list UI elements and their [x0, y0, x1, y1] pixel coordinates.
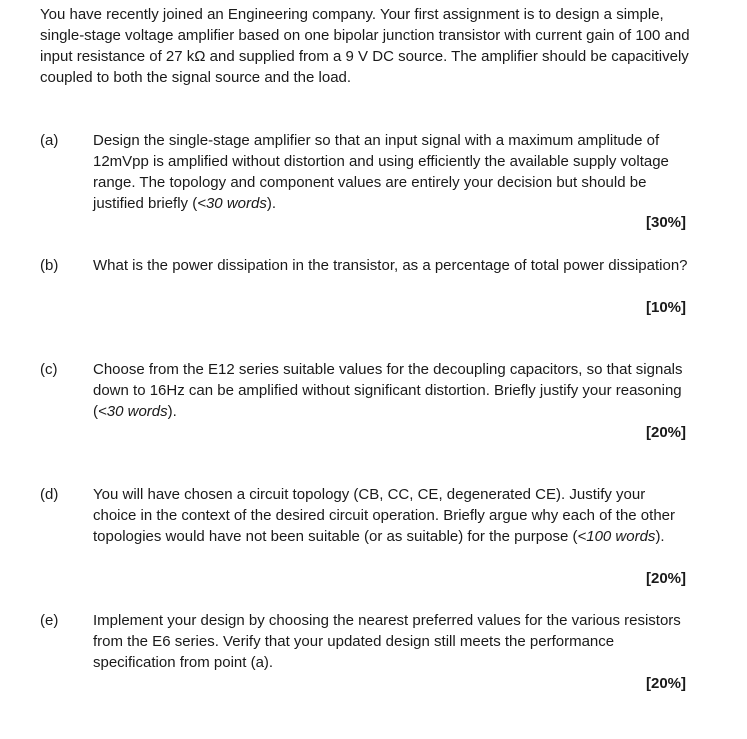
word-limit: <100 words — [577, 528, 656, 545]
question-letter: (e) — [40, 612, 59, 629]
question-text: You will have chosen a circuit topology (CB, CC, CE, degenerated CE). Justify your choice in the context of the desired circuit operation. Briefly argue why each of the other topologies would have not been suitable (or as suitable) for the purpose (<100 words). — [93, 486, 675, 545]
question-marks: [20%] — [645, 570, 686, 587]
assignment-intro: You have recently joined an Engineering company. Your first assignment is to design a simple, single-stage voltage amplifier based on one bipolar junction transistor with current gain of 100 and input resistance of 27 kΩ and supplied from a 9 V DC source. The amplifier should be capacitively coupled to both the signal source and the load. — [40, 6, 690, 86]
question-marks: [30%] — [645, 214, 686, 231]
question-letter: (a) — [40, 132, 59, 149]
word-limit: <30 words — [98, 403, 168, 420]
question-marks: [20%] — [645, 675, 686, 692]
question-letter: (d) — [40, 486, 59, 503]
question-letter: (c) — [40, 361, 58, 378]
question-marks: [20%] — [645, 424, 686, 441]
question-marks: [10%] — [645, 299, 686, 316]
question-text: Design the single-stage amplifier so that an input signal with a maximum amplitude of 12mVpp is amplified without distortion and using efficiently the available supply voltage range. The topology and component values are entirely your decision but should be justified briefly (<30 words). — [93, 132, 669, 212]
question-letter: (b) — [40, 257, 59, 274]
question-text: Choose from the E12 series suitable values for the decoupling capacitors, so that signals down to 16Hz can be amplified without significant distortion. Briefly justify your reasoning (<30 words). — [93, 361, 683, 420]
word-limit: <30 words — [197, 195, 267, 212]
question-text: What is the power dissipation in the transistor, as a percentage of total power dissipation? — [93, 257, 688, 274]
question-text: Implement your design by choosing the nearest preferred values for the various resistors from the E6 series. Verify that your updated design still meets the performance specification from point (a). — [93, 612, 681, 671]
